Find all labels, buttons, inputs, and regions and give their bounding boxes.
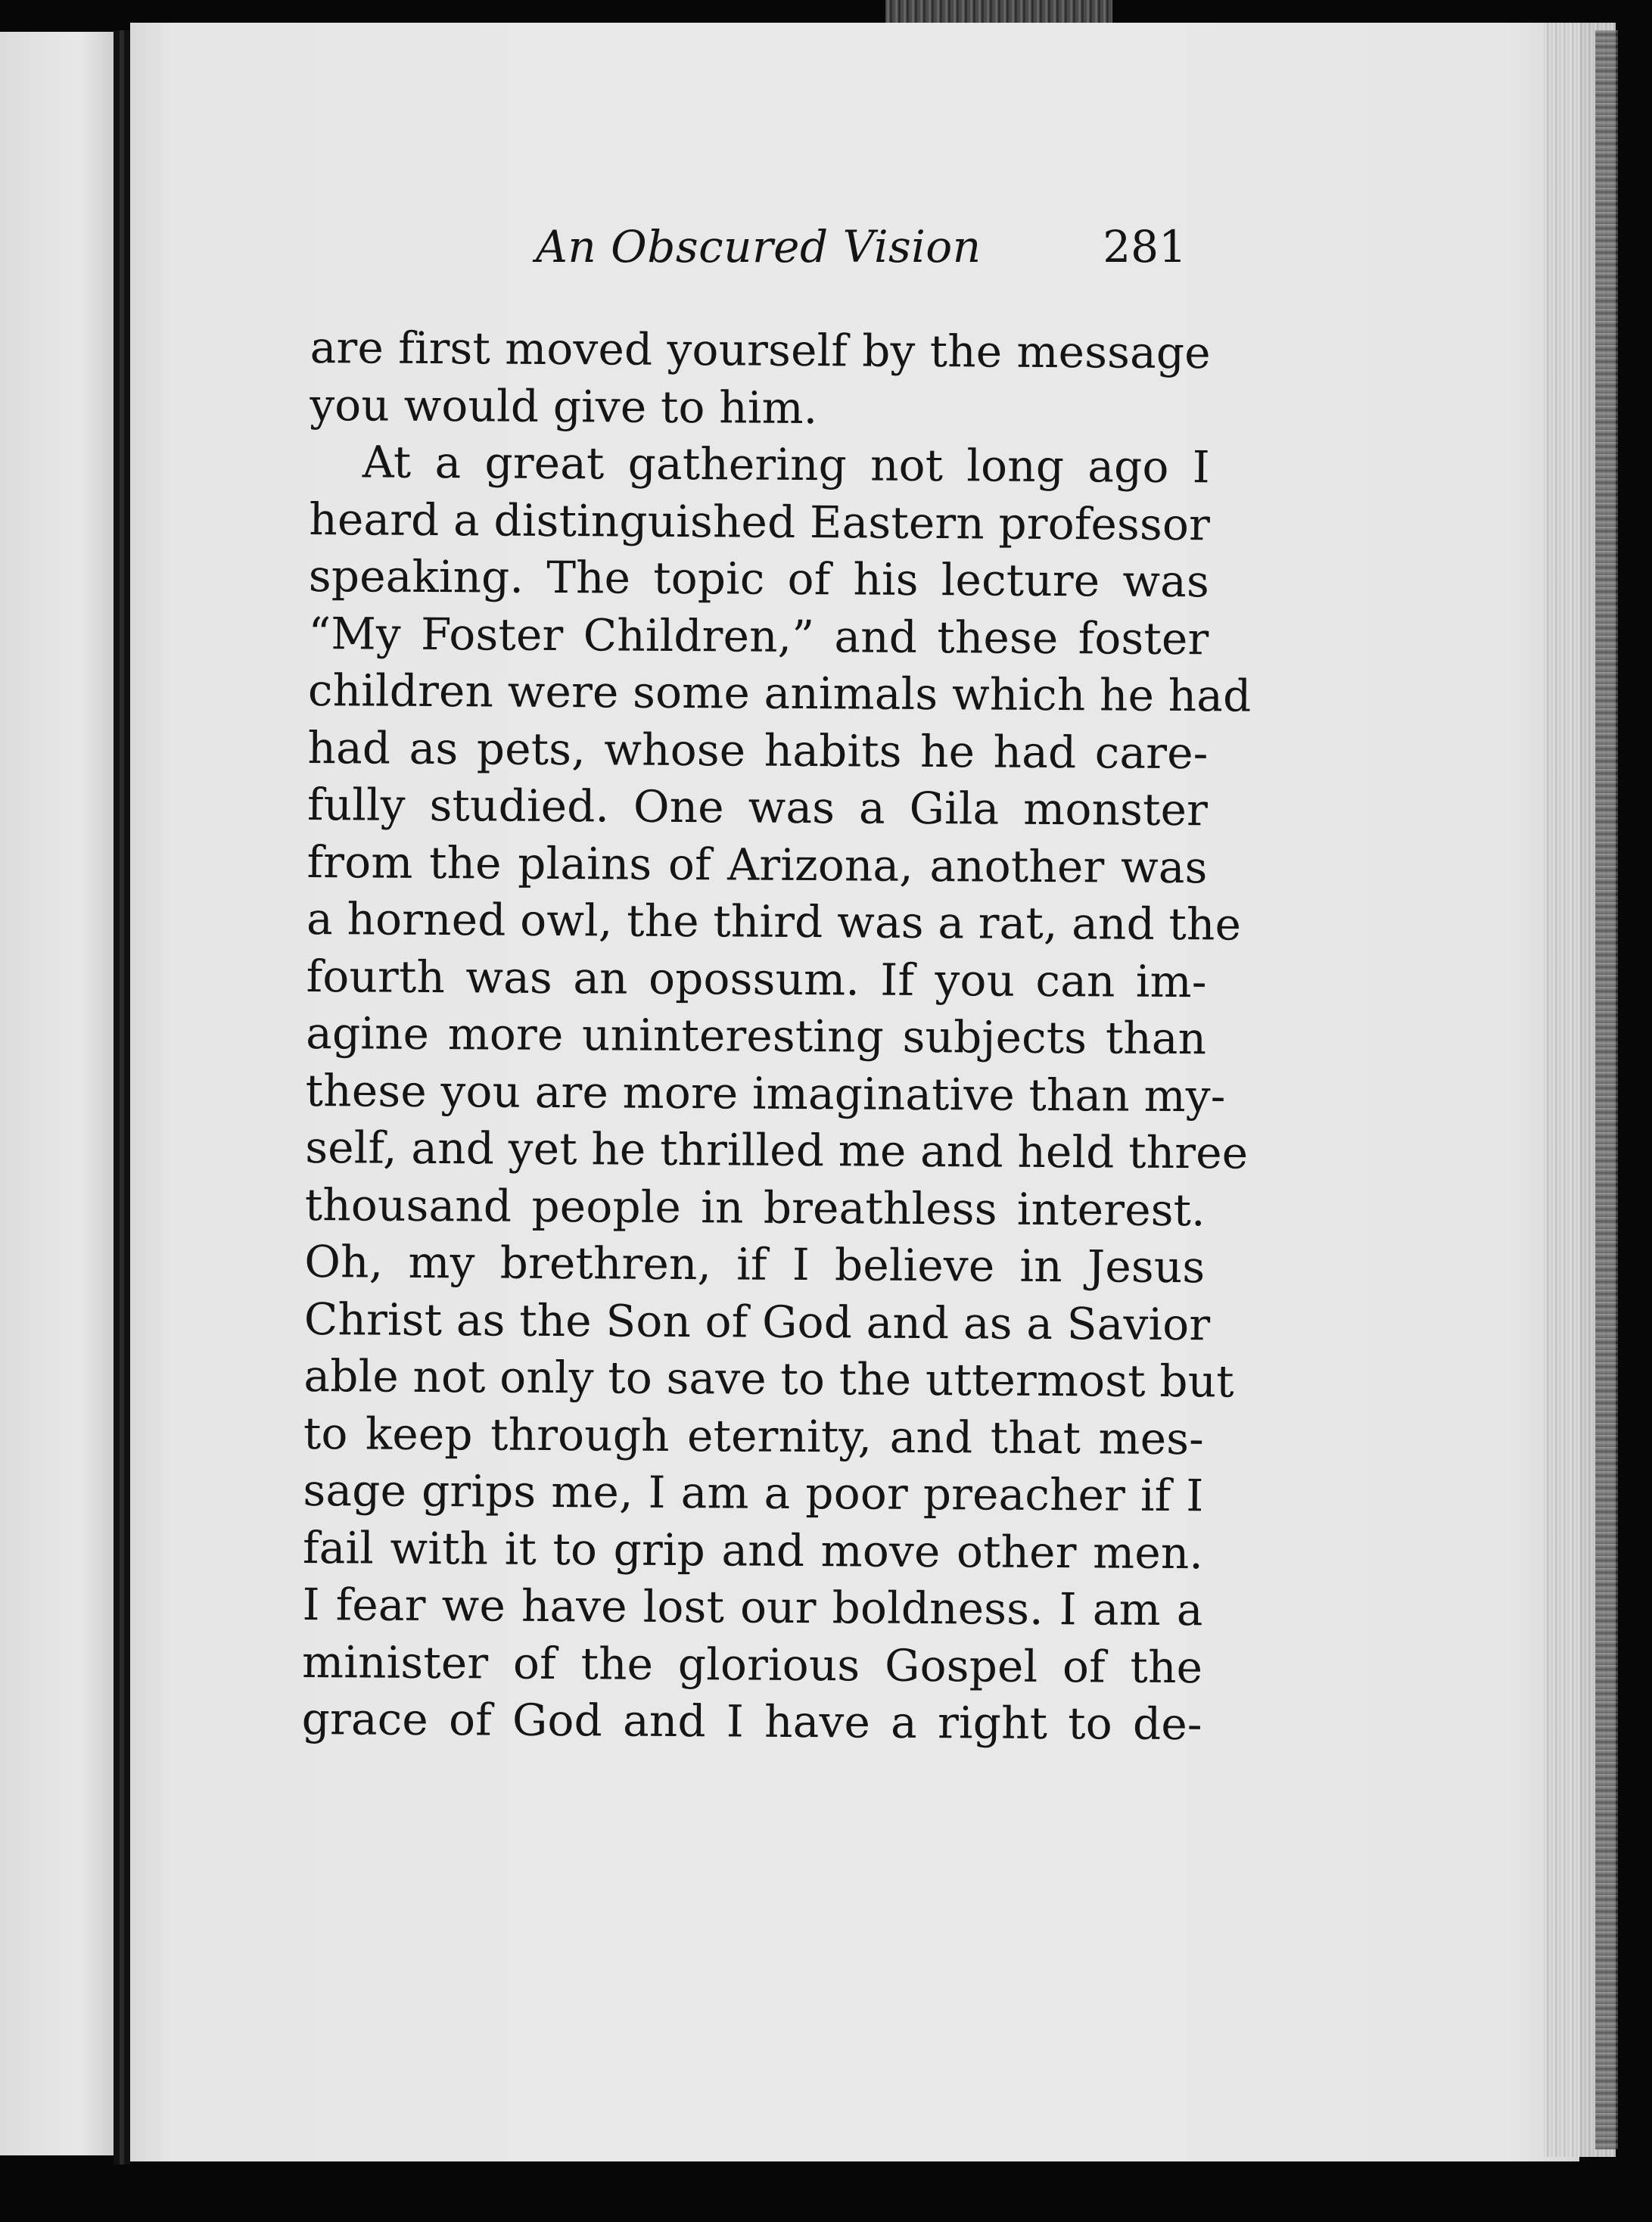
text-line: fail with it to grip and move other men. xyxy=(302,1521,1204,1579)
right-binding-shadow xyxy=(1595,30,1618,2149)
text-line: heard a distinguished Eastern professor xyxy=(309,493,1211,550)
running-head xyxy=(536,221,1187,282)
text-line: At a great gathering not long ago I xyxy=(362,436,1211,493)
body-text xyxy=(301,319,1252,1754)
text-line: children were some animals which he had xyxy=(307,664,1252,722)
text-line: minister of the glorious Gospel of the xyxy=(301,1635,1203,1693)
text-line: speaking. The topic of his lecture was xyxy=(308,549,1210,608)
top-edge-shadow xyxy=(885,0,1112,26)
text-line: these you are more imaginative than my- xyxy=(305,1064,1226,1122)
text-line: to keep through eternity, and that mes- xyxy=(303,1407,1205,1464)
text-line: “My Foster Children,” and these foster xyxy=(308,607,1209,664)
text-line: fourth was an opossum. If you can im- xyxy=(306,950,1207,1007)
running-title: An Obscured Vision xyxy=(536,221,982,272)
text-line: able not only to save to the uttermost but xyxy=(303,1349,1234,1408)
book-gutter xyxy=(114,30,130,2164)
text-line: I fear we have lost our boldness. I am a xyxy=(302,1578,1203,1636)
text-line: from the plains of Arizona, another was xyxy=(306,836,1208,893)
text-line: a horned owl, the third was a rat, and the xyxy=(306,892,1242,951)
text-line: thousand people in breathless interest. xyxy=(304,1178,1206,1236)
text-line: agine more uninteresting subjects than xyxy=(306,1007,1207,1065)
page-number: 281 xyxy=(1103,221,1187,272)
text-line: Christ as the Son of God and as a Savior xyxy=(303,1293,1211,1350)
left-facing-page-edge xyxy=(0,32,114,2155)
text-line: fully studied. One was a Gila monster xyxy=(306,778,1209,836)
text-line: had as pets, whose habits he had care- xyxy=(307,721,1209,779)
text-line: Oh, my brethren, if I believe in Jesus xyxy=(304,1235,1206,1293)
text-line: self, and yet he thrilled me and held three xyxy=(305,1121,1249,1179)
text-line: you would give to him. xyxy=(310,378,818,434)
text-line: sage grips me, I am a poor preacher if I xyxy=(303,1464,1204,1522)
text-line: grace of God and I have a right to de- xyxy=(301,1692,1202,1751)
text-line: are first moved yourself by the message xyxy=(310,321,1211,379)
